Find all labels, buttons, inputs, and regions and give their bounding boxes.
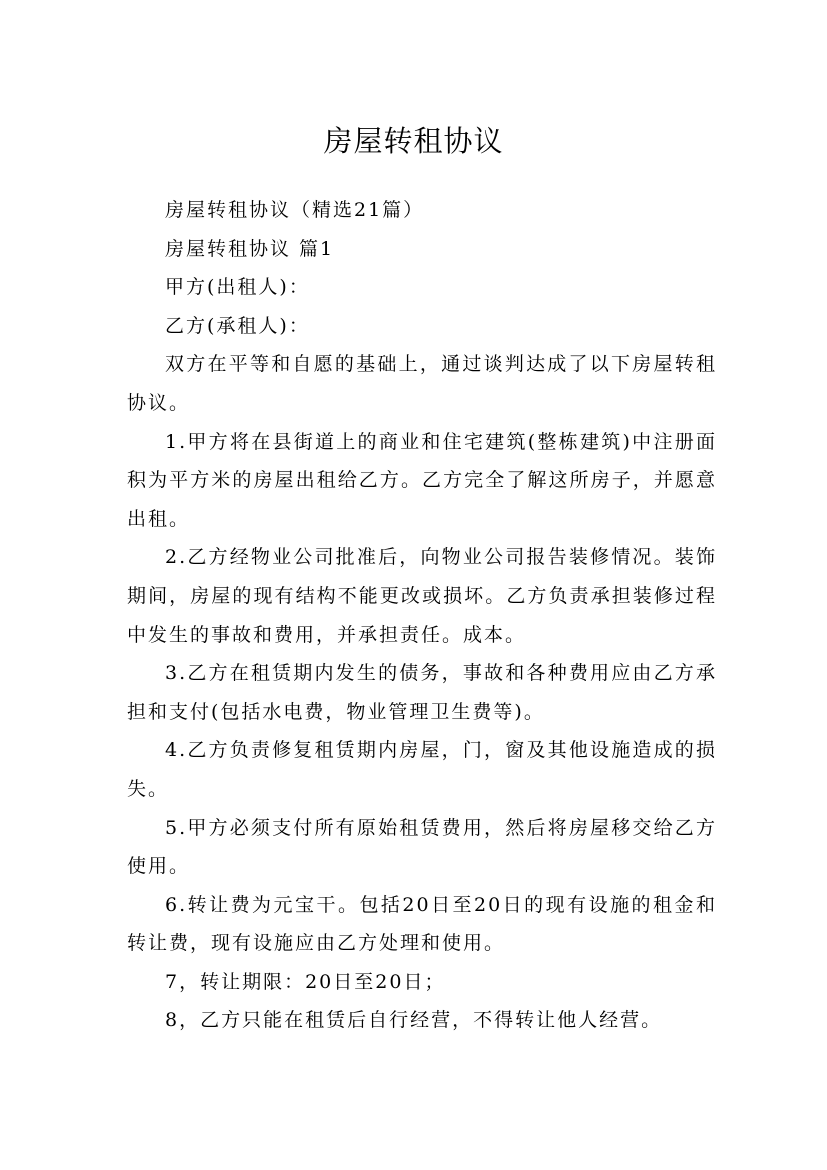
- paragraph-clause-5: 5.甲方必须支付所有原始租赁费用，然后将房屋移交给乙方使用。: [127, 816, 717, 878]
- paragraph-party-a: 甲方(出租人)：: [165, 276, 310, 299]
- paragraph-clause-2: 2.乙方经物业公司批准后，向物业公司报告装修情况。装饰期间，房屋的现有结构不能更改或损坏。乙方负责承担装修过程中发生的事故和费用，并承担责任。成本。: [127, 546, 717, 646]
- paragraph-clause-4: 4.乙方负责修复租赁期内房屋，门，窗及其他设施造成的损失。: [127, 739, 717, 800]
- paragraph-section-heading: 房屋转租协议 篇1: [165, 237, 335, 260]
- paragraph-subtitle: 房屋转租协议（精选21篇）: [165, 199, 425, 221]
- paragraph-clause-3: 3.乙方在租赁期内发生的债务，事故和各种费用应由乙方承担和支付(包括水电费，物业管理卫生费等)。: [127, 662, 717, 723]
- document-body: [127, 191, 717, 1040]
- paragraph-intro: 双方在平等和自愿的基础上，通过谈判达成了以下房屋转租协议。: [127, 353, 717, 414]
- paragraph-party-b: 乙方(承租人)：: [165, 314, 310, 337]
- paragraph-clause-6: 6.转让费为元宝干。包括20日至20日的现有设施的租金和转让费，现有设施应由乙方处理和使用。: [127, 893, 717, 955]
- paragraph-clause-8: 8，乙方只能在租赁后自行经营，不得转让他人经营。: [165, 1009, 663, 1032]
- paragraph-clause-7: 7，转让期限：20日至20日；: [165, 970, 446, 993]
- paragraph-clause-1: 1.甲方将在县街道上的商业和住宅建筑(整栋建筑)中注册面积为平方米的房屋出租给乙方。乙方完全了解这所房子，并愿意出租。: [127, 430, 717, 530]
- document-title: 房屋转租协议: [323, 124, 504, 159]
